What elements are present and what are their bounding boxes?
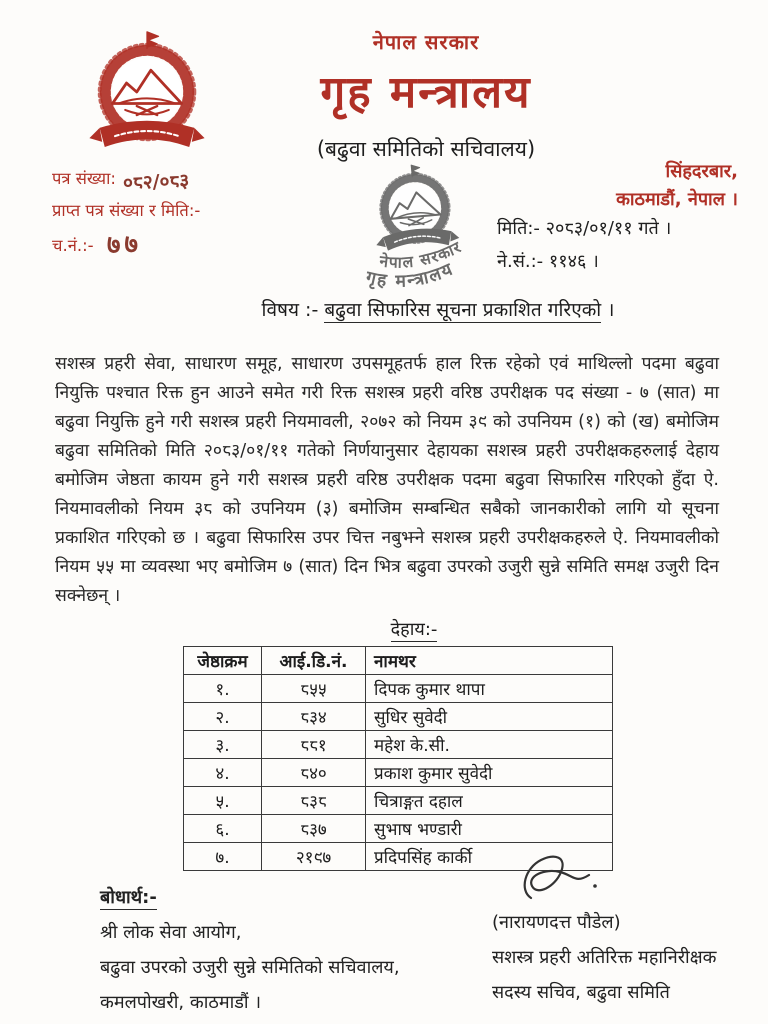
rank-cell: ७.: [184, 843, 262, 871]
seniority-table-body: [184, 675, 613, 871]
date-ref-block: [497, 212, 671, 278]
table-row: [184, 815, 613, 843]
signatory-title-1: सशस्त्र प्रहरी अतिरिक्त महानिरीक्षक: [492, 947, 717, 968]
name-cell: प्रकाश कुमार सुवेदी: [366, 759, 613, 787]
table-row: [184, 703, 613, 731]
government-name: नेपाल सरकार: [372, 30, 480, 54]
signatory-name: (नारायणदत्त पौडेल): [492, 912, 621, 933]
dispatch-number-line: [52, 227, 200, 262]
letter-number-label: पत्र संख्या:: [52, 169, 116, 188]
address-line-2: काठमाडौं, नेपाल ।: [616, 189, 738, 210]
ref-number-line: ने.सं.:- ११४६ ।: [497, 251, 599, 272]
header-id-number: आई.डि.नं.: [262, 647, 366, 675]
rank-cell: २.: [184, 703, 262, 731]
id-cell: ८४०: [262, 759, 366, 787]
table-caption-text: देहाय:-: [390, 619, 438, 640]
cc-heading: [100, 880, 400, 915]
id-cell: ८३४: [262, 703, 366, 731]
table-row: [184, 675, 613, 703]
letterhead: [230, 28, 622, 163]
received-letter-line: प्राप्त पत्र संख्या र मिति:-: [52, 201, 201, 220]
rank-cell: ५.: [184, 787, 262, 815]
address-line-1: सिंहदरबार,: [665, 161, 738, 182]
id-cell: ८५५: [262, 675, 366, 703]
date-line: मिति:- २०८३/०१/११ गते ।: [497, 218, 672, 239]
ministry-name: गृह मन्त्रालय: [320, 67, 532, 118]
signatory-title-2: सदस्य सचिव, बढुवा समिति: [492, 982, 670, 1003]
table-row: [184, 731, 613, 759]
table-row: [184, 787, 613, 815]
meta-left-block: [52, 162, 200, 262]
ministry-ink-stamp: [316, 154, 517, 310]
id-cell: २१९७: [262, 843, 366, 871]
subject-terminator: ।: [607, 299, 615, 321]
letter-number-line: [52, 162, 200, 195]
table-caption: [0, 617, 768, 641]
cc-line-3: कमलपोखरी, काठमाडौं ।: [100, 992, 262, 1013]
seniority-table: [183, 646, 613, 871]
id-cell: ८३७: [262, 815, 366, 843]
stamp-text-government: नेपाल सरकार: [378, 237, 465, 272]
letter-number-value-handwritten: ०८२/०८३: [122, 169, 190, 195]
name-cell: प्रदिपसिंह कार्की: [366, 843, 613, 871]
name-cell: दिपक कुमार थापा: [366, 675, 613, 703]
signature-scribble: [515, 848, 615, 910]
header-seniority-order: जेष्ठाक्रम: [184, 647, 262, 675]
body-paragraph: सशस्त्र प्रहरी सेवा, साधारण समूह, साधारण उपसमूहतर्फ हाल रिक्त रहेको एवं माथिल्लो पदमा बढुवा नियुक्ति पश्चात रिक्त हुन आउने समेत गरी रिक्त सशस्त्र प्रहरी वरिष्ठ उपरीक्षक पद संख्या - ७ (सात) मा बढुवा नियुक्ति हुने गरी सशस्त्र प्रहरी नियमावली, २०७२ को नियम ३९ को उपनियम (१) को (ख) बमोजिम बढुवा समितिको मिति २०८३/०१/११ गतेको निर्णयानुसार देहायका सशस्त्र प्रहरी उपरीक्षकहरुलाई देहाय बमोजिम जेष्ठता कायम हुने गरी सशस्त्र प्रहरी वरिष्ठ उपरीक्षक पदमा बढुवा सिफारिस गरिएको हुँदा ऐ. नियमावलीको नियम ३८ को उपनियम (३) बमोजिम सम्बन्धित सबैको जानकारीको लागि यो सूचना प्रकाशित गरिएको छ । बढुवा सिफारिस उपर चित्त नबुझ्ने सशस्त्र प्रहरी उपरीक्षकहरुले ऐ. नियमावलीको नियम ५५ मा व्यवस्था भए बमोजिम ७ (सात) दिन भित्र बढुवा उपरको उजुरी सुन्ने समिति समक्ष उजुरी दिन सक्नेछन् ।: [55, 354, 719, 606]
cc-line-2: बढुवा उपरको उजुरी सुन्ने समितिको सचिवालय,: [100, 957, 400, 978]
header-name: नामथर: [366, 647, 613, 675]
id-cell: ८८१: [262, 731, 366, 759]
subject-label: विषय :-: [261, 299, 319, 321]
cc-block: [100, 880, 400, 1020]
rank-cell: ४.: [184, 759, 262, 787]
secretariat-name: (बढुवा समितिको सचिवालय): [316, 137, 536, 162]
rank-cell: १.: [184, 675, 262, 703]
stamp-text-ministry: गृह मन्त्रालय: [363, 259, 458, 292]
address-block: [498, 158, 738, 214]
name-cell: सुधिर सुवेदी: [366, 703, 613, 731]
signatory-block: [492, 905, 716, 1010]
dispatch-number-value-handwritten: ७७: [106, 229, 143, 261]
rank-cell: ३.: [184, 731, 262, 759]
id-cell: ८३८: [262, 787, 366, 815]
rank-cell: ६.: [184, 815, 262, 843]
dispatch-number-label: च.नं.:-: [52, 236, 94, 255]
subject-line: [0, 296, 768, 322]
nepal-coat-of-arms-icon: [78, 28, 216, 156]
name-cell: सुभाष भण्डारी: [366, 815, 613, 843]
table-header: [184, 647, 613, 675]
cc-heading-text: बोधार्थ:-: [100, 887, 157, 908]
cc-line-1: श्री लोक सेवा आयोग,: [100, 922, 242, 943]
table-row: [184, 759, 613, 787]
subject-text: बढुवा सिफारिस सूचना प्रकाशित गरिएको: [324, 299, 602, 321]
name-cell: चित्राङ्गत दहाल: [366, 787, 613, 815]
name-cell: महेश के.सी.: [366, 731, 613, 759]
